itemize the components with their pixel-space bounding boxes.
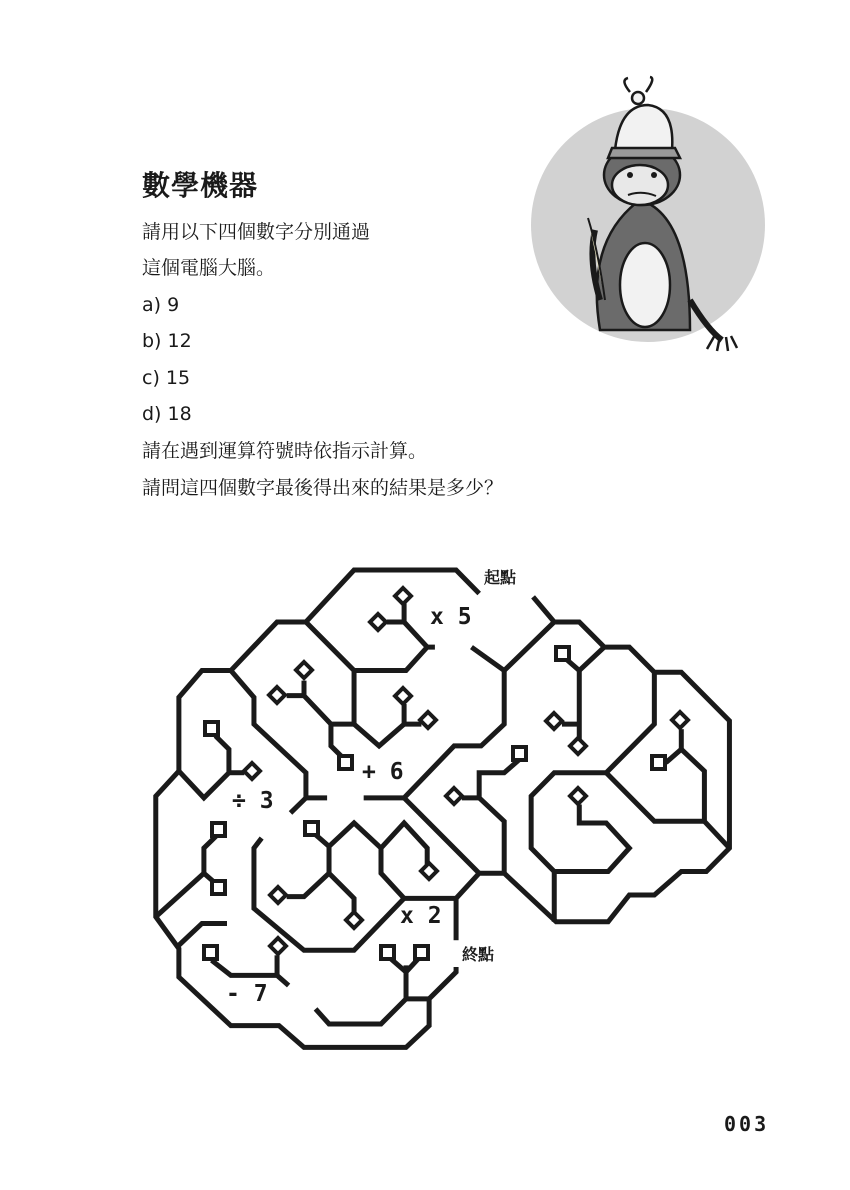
instruction-line: 請在遇到運算符號時依指示計算。 [142,440,428,462]
diamond-node [672,712,688,728]
diamond-node [270,938,286,954]
maze-wall [531,672,654,871]
diamond-node [296,662,312,678]
maze-wall [179,736,229,798]
diamond-node [421,863,437,879]
square-node [305,822,318,835]
square-node [205,722,218,735]
square-node [415,946,428,959]
maze-wall [156,570,479,1047]
operation-multiply-2: x 2 [400,903,442,929]
operation-divide-3: ÷ 3 [232,788,274,814]
maze-wall [471,622,554,671]
option-d: d) 18 [142,403,192,425]
maze-wall [404,604,427,648]
end-label: 終點 [462,945,495,964]
diamond-node [570,738,586,754]
page-number: 003 [724,1112,770,1136]
page-title: 數學機器 [142,169,259,202]
maze-wall [314,823,381,848]
option-b: b) 12 [142,330,192,352]
square-node [381,946,394,959]
instruction-line: 請用以下四個數字分別通過 [142,221,371,243]
diamond-node [420,712,436,728]
maze-wall [316,999,406,1024]
square-node [513,747,526,760]
maze-wall [306,622,435,671]
diamond-node [346,912,362,928]
maze-wall [291,798,306,813]
diamond-node [244,763,260,779]
instruction-line: 這個電腦大腦。 [142,257,276,279]
diamond-node [270,887,286,903]
square-node [212,823,225,836]
maze-wall [179,923,227,945]
maze-wall [156,833,220,917]
operation-subtract-7: - 7 [226,981,268,1007]
diamond-node [446,788,462,804]
maze-wall [704,821,729,848]
diamond-node [546,713,562,729]
operation-multiply-5: x 5 [430,604,472,630]
maze-wall [479,758,521,874]
maze-wall [287,846,329,896]
operation-add-6: + 6 [362,759,404,785]
square-node [652,756,665,769]
square-node [339,756,352,769]
maze-wall [304,671,354,725]
square-node [556,647,569,660]
square-node [212,881,225,894]
square-node [204,946,217,959]
start-label: 起點 [484,568,517,587]
question-line: 請問這四個數字最後得出來的結果是多少？ [142,477,504,499]
maze-wall [329,873,354,915]
option-a: a) 9 [142,294,180,316]
diamond-node [269,687,285,703]
diamond-node [570,788,586,804]
maze-wall [354,704,404,746]
diamond-node [395,688,411,704]
diamond-node [370,614,386,630]
diamond-node [395,588,411,604]
option-c: c) 15 [142,367,191,389]
